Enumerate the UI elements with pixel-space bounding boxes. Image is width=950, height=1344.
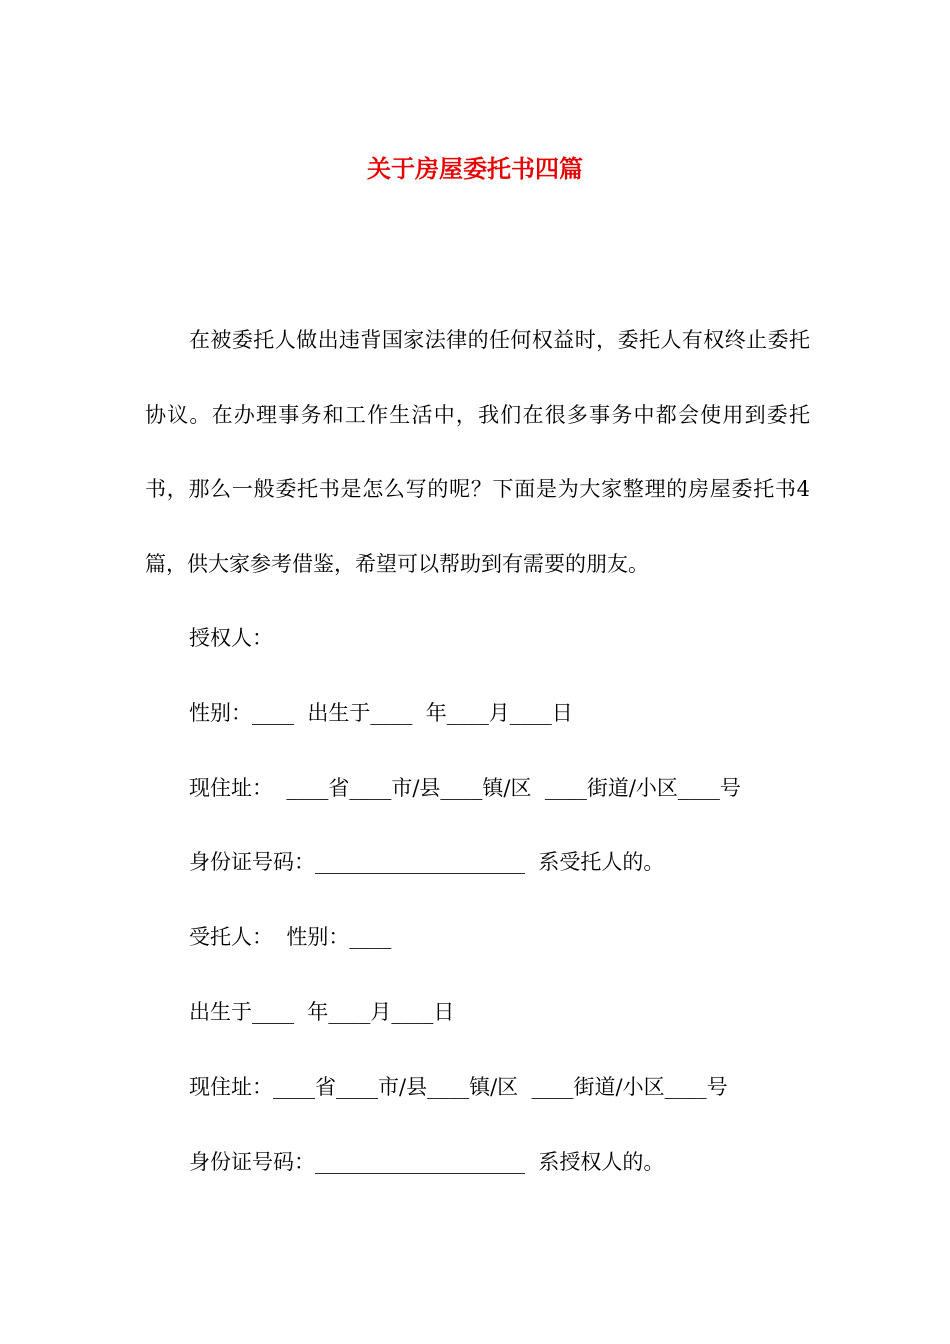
grantor-address-line: 现住址： ____省____市/县____镇/区 ____街道/小区____号 [189,776,741,800]
grantee-id-line: 身份证号码：____________________ 系授权人的。 [189,1150,665,1174]
document-title: 关于房屋委托书四篇 [367,154,583,184]
grantor-gender-birth-line: 性别：____ 出生于____ 年____月____日 [189,701,573,725]
grantee-gender-line: 受托人： 性别：____ [189,925,392,949]
grantor-label: 授权人： [189,626,273,650]
grantee-address-line: 现住址：____省____市/县____镇/区 ____街道/小区____号 [189,1075,728,1099]
intro-paragraph: 在被委托人做出违背国家法律的任何权益时，委托人有权终止委托协议。在办理事务和工作生活中，我们在很多事务中都会使用到委托书，那么一般委托书是怎么写的呢？下面是为大家整理的房屋委托书4篇，供大家参考借鉴，希望可以帮助到有需要的朋友。 [145,328,810,576]
grantee-birth-line: 出生于____ 年____月____日 [189,1000,455,1024]
grantor-id-line: 身份证号码：____________________ 系受托人的。 [189,850,665,874]
